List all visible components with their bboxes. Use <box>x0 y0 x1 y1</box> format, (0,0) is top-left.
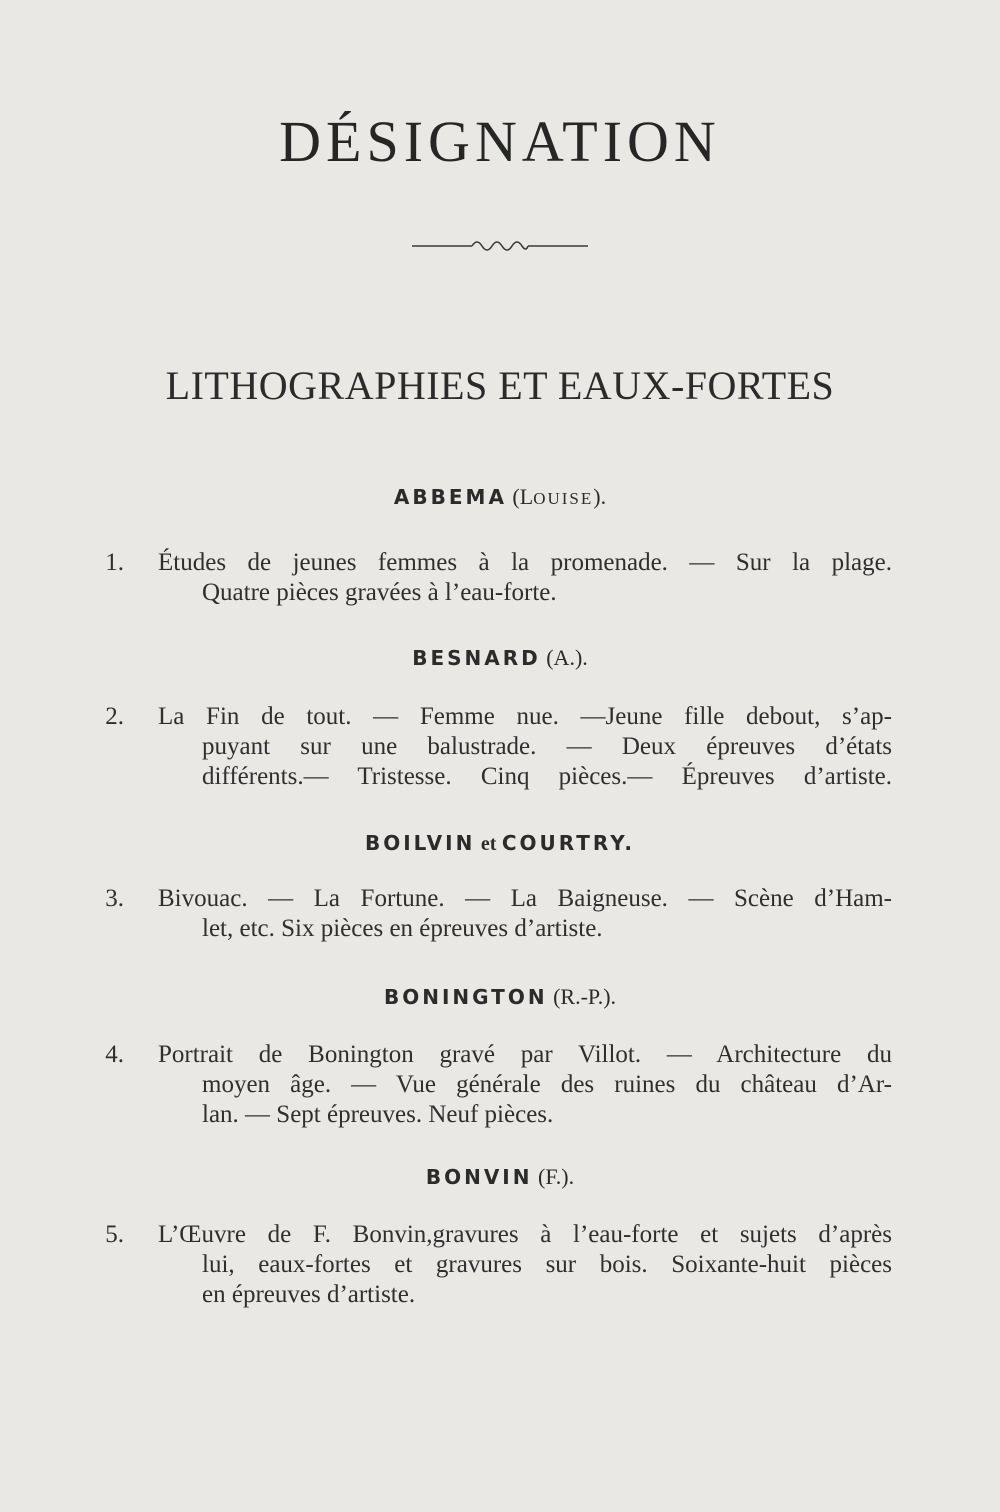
artist-qualifier: (LOUISE). <box>512 484 607 509</box>
entry-number: 4. <box>105 1041 124 1068</box>
entry-number: 3. <box>105 885 124 912</box>
artist-name: BOILVIN <box>364 831 476 855</box>
artist-heading-besnard <box>0 645 1000 671</box>
artist-heading-bonvin <box>0 1164 1000 1190</box>
entry-number: 2. <box>105 703 124 730</box>
artist-qualifier: (A.). <box>546 645 588 670</box>
artist-joiner: et <box>480 833 497 855</box>
entry-number: 5. <box>105 1221 124 1248</box>
artist-suffix: . <box>624 831 636 855</box>
artist-qualifier: (R.-P.). <box>553 984 617 1009</box>
artist-name: COURTRY <box>501 831 625 855</box>
artist-heading-bonington <box>0 984 1000 1010</box>
artist-name: BONVIN <box>425 1165 533 1189</box>
entry-line: lan. — Sept épreuves. Neuf pièces. <box>202 1101 554 1128</box>
entry-line: en épreuves d’artiste. <box>202 1281 416 1308</box>
entry-number: 1. <box>105 549 124 576</box>
entry-line: Bivouac. — La Fortune. — La Baigneuse. — Scène d’Ham- <box>158 885 892 912</box>
entry-line: L’Œuvre de F. Bonvin,gravures à l’eau-forte et sujets d’après <box>158 1221 892 1248</box>
entry-line: La Fin de tout. — Femme nue. —Jeune fille debout, s’ap- <box>158 703 892 730</box>
entry-line: moyen âge. — Vue générale des ruines du château d’Ar- <box>202 1071 892 1098</box>
entry-line: Portrait de Bonington gravé par Villot. — Architecture du <box>158 1041 892 1068</box>
entry-line: Études de jeunes femmes à la promenade. — Sur la plage. <box>158 549 892 576</box>
artist-heading-abbema <box>0 484 1000 510</box>
page-title: DÉSIGNATION <box>279 109 721 174</box>
artist-name: BONINGTON <box>383 985 548 1009</box>
entry-line: différents.— Tristesse. Cinq pièces.— Épreuves d’artiste. <box>202 763 892 790</box>
artist-name: ABBEMA <box>393 485 507 509</box>
artist-name: BESNARD <box>412 646 541 670</box>
entry-line: let, etc. Six pièces en épreuves d’artiste. <box>202 915 603 942</box>
entry-line: Quatre pièces gravées à l’eau-forte. <box>202 579 557 606</box>
section-title: LITHOGRAPHIES ET EAUX-FORTES <box>165 363 835 408</box>
artist-heading-boilvin-courtry <box>0 830 1000 856</box>
entry-line: lui, eaux-fortes et gravures sur bois. Soixante-huit pièces <box>202 1251 892 1278</box>
ornament-divider <box>410 232 590 256</box>
entry-line: puyant sur une balustrade. — Deux épreuves d’états <box>202 733 892 760</box>
artist-qualifier: (F.). <box>538 1164 575 1189</box>
